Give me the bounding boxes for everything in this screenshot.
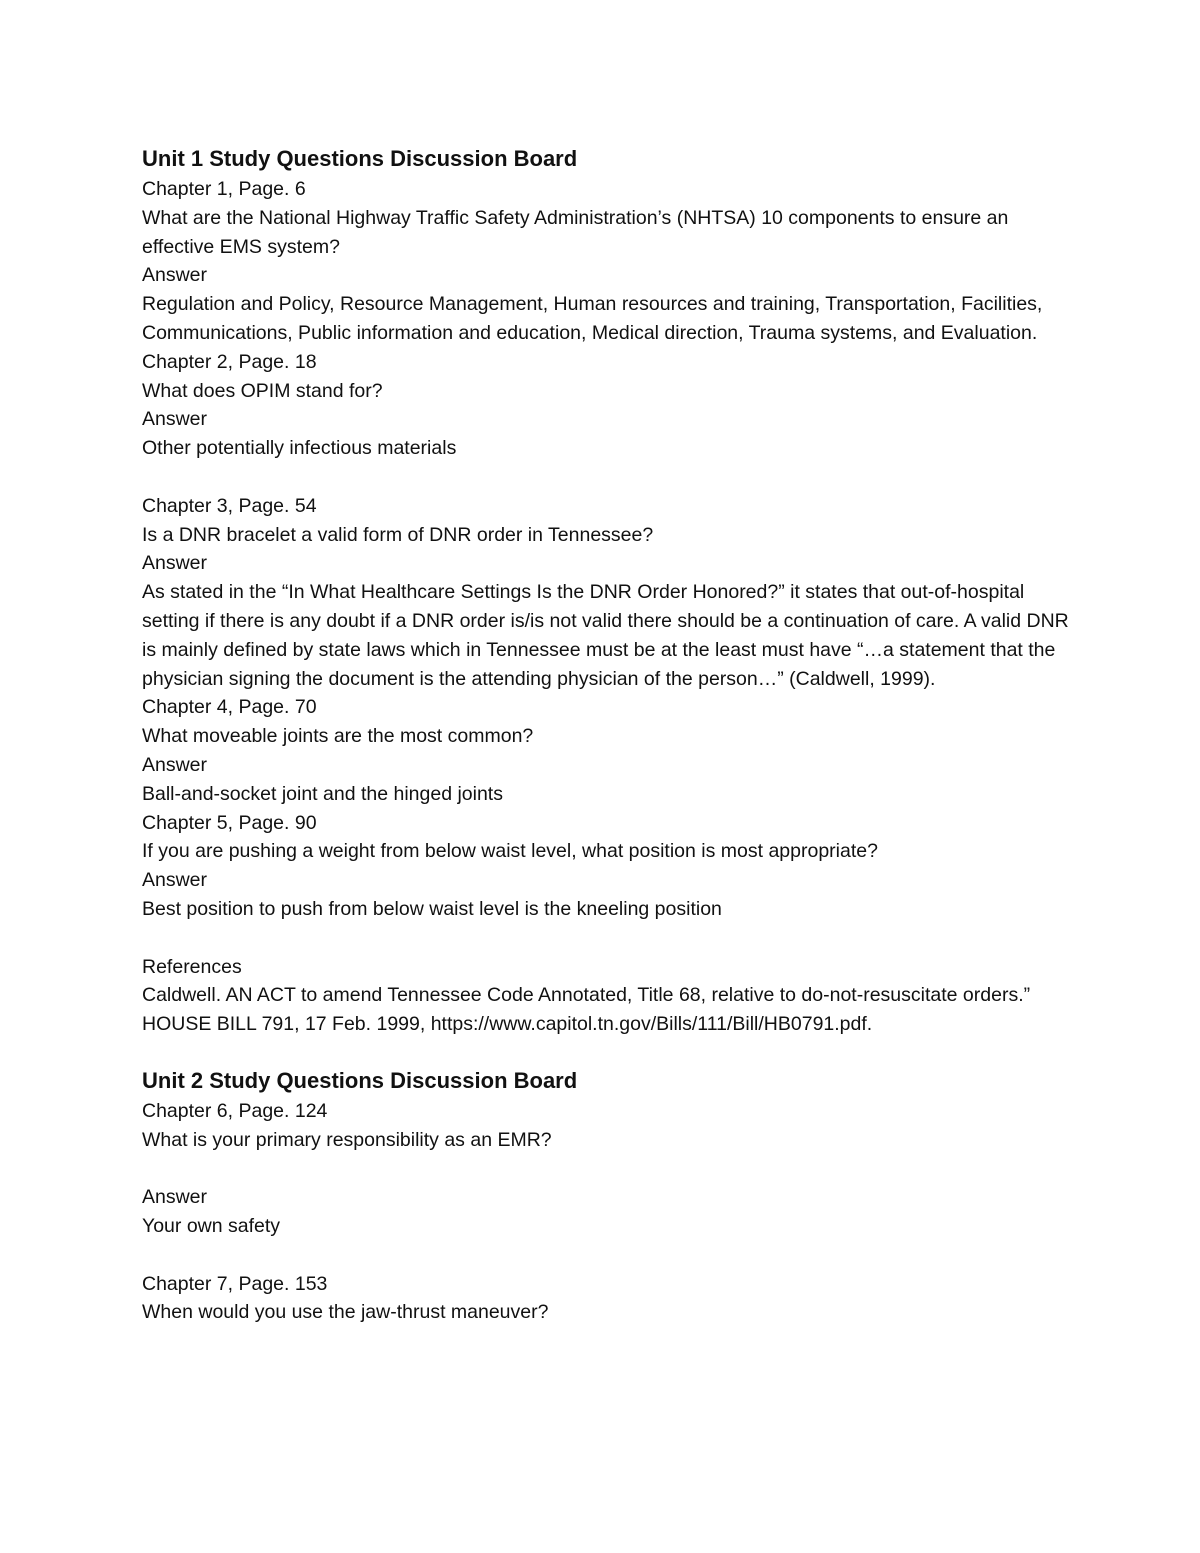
q2-chapter: Chapter 2, Page. 18 [142,350,317,373]
references-label: References [142,955,242,978]
spacer [142,1039,1072,1065]
q3-question: Is a DNR bracelet a valid form of DNR order in Tennessee? [142,523,654,546]
q5-answer-label: Answer [142,869,208,892]
q3-chapter: Chapter 3, Page. 54 [142,494,317,517]
q1-chapter: Chapter 1, Page. 6 [142,178,306,200]
q1-answer-label: Answer [142,264,208,287]
q1-question: What are the National Highway Traffic Safety Administration’s (NHTSA) 10 components to ensure an effective EMS system? [142,206,1009,258]
q1-answer: Regulation and Policy, Resource Management, Human resources and training, Transportation, Facilities, Communications, Public information and education, Medical direction, Trauma systems, and Evaluation. [142,293,1043,344]
q7-question: When would you use the jaw-thrust maneuver? [142,1301,549,1324]
unit1-heading: Unit 1 Study Questions Discussion Board [142,146,578,171]
q5-chapter: Chapter 5, Page. 90 [142,811,317,834]
q6-chapter: Chapter 6, Page. 124 [142,1099,328,1122]
q5-answer: Best position to push from below waist level is the kneeling position [142,897,722,920]
spacer [142,1241,1072,1270]
q4-question: What moveable joints are the most common? [142,725,534,748]
q6-answer-label: Answer [142,1186,208,1209]
q5-question: If you are pushing a weight from below waist level, what position is most appropriate? [142,840,878,863]
q4-chapter: Chapter 4, Page. 70 [142,696,317,719]
unit2-heading: Unit 2 Study Questions Discussion Board [142,1067,578,1093]
q4-answer: Ball-and-socket joint and the hinged joints [142,782,503,805]
reference-entry: Caldwell. AN ACT to amend Tennessee Code Annotated, Title 68, relative to do-not-resuscitate orders.” HOUSE BILL 791, 17 Feb. 1999, https://www.capitol.tn.gov/Bills/111/Bill/HB0791.pdf. [142,984,1031,1036]
q2-answer: Other potentially infectious materials [142,437,457,460]
spacer [142,924,1072,953]
q7-chapter: Chapter 7, Page. 153 [142,1272,328,1295]
q6-answer: Your own safety [142,1215,281,1238]
q2-answer-label: Answer [142,408,208,431]
q3-answer: As stated in the “In What Healthcare Settings Is the DNR Order Honored?” it states that out-of-hospital setting if there is any doubt if a DNR order is/is not valid there should be a continuation of care. A valid DNR is mainly defined by state laws which in Tennessee must be at the least must have “…a statement that the physician signing the document is the attending physician of the person…” (Caldwell, 1999). [142,581,1069,690]
q6-question: What is your primary responsibility as an EMR? [142,1128,552,1151]
q3-answer-label: Answer [142,552,208,575]
q4-answer-label: Answer [142,753,208,776]
q2-question: What does OPIM stand for? [142,379,383,402]
spacer [142,463,1072,492]
spacer [142,1155,1072,1184]
document-page [142,143,1072,1327]
